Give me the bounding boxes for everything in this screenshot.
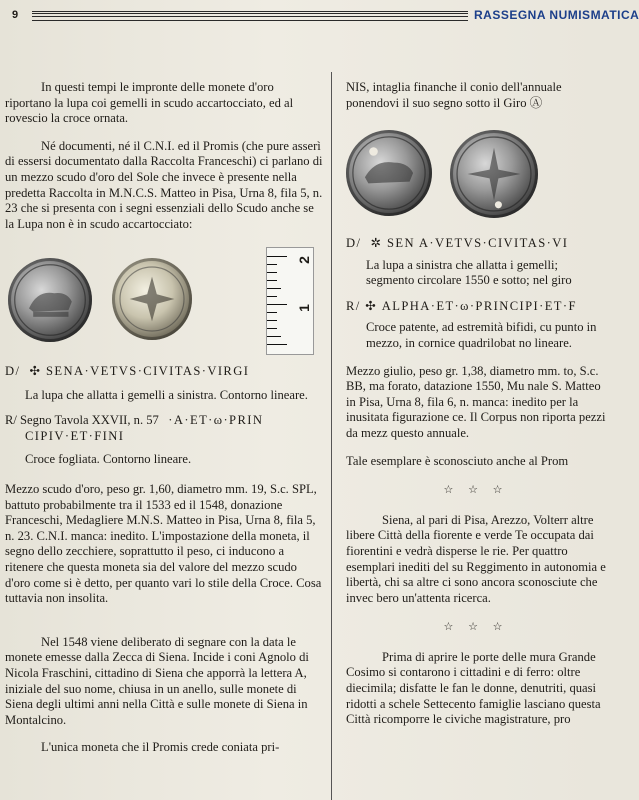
right-column-lower <box>346 236 606 728</box>
reverse-description: Croce patente, ad estremità bifidi, cu punto in mezzo, in cornice quadrilobat no lineare. <box>366 320 597 350</box>
obverse-legend <box>5 364 323 380</box>
coin-reverse-image <box>450 130 538 218</box>
star-mark-icon: ✲ <box>370 236 383 250</box>
reverse-prefix: R/ <box>346 298 361 313</box>
paragraph: Prima di aprire le porte delle mura Grande Cosimo si contarono i cittadini e di ferro: oltre diecimila; disfatte le fan le donne, denutriti, quasi ridotti a schele Settecento famiglie lasciano questa Città ricomporre le civiche magistrature, pro <box>346 649 601 727</box>
coin-obverse-image <box>346 130 432 216</box>
paragraph: Mezzo scudo d'oro, peso gr. 1,60, diametro mm. 19, S.c. SPL, battuto probabilmente tra il 1533 ed il 1548, donazione Franceschi, Medagliere M.N.S. Matteo in Pisa, Urna 8, fila 5, n. 23. C.N.I. manca: inedito. L'impostazione della moneta, il segno dello zecchiere, soprattutto il peso, ci inducono a ritenere che questa moneta sia del valore del mezzo scudo d'oro come si è detto, per quanto vari lo stile della Croce. Cosa tuttavia non insolita. <box>5 481 322 606</box>
page-number: 9 <box>12 9 19 21</box>
reverse-legend-continued: CIPIV·ET·FINI <box>25 428 125 443</box>
paragraph: L'unica moneta che il Promis crede coniata pri- <box>41 740 280 755</box>
section-separator: ☆ ☆ ☆ <box>443 484 509 497</box>
obverse-legend <box>346 236 606 252</box>
left-column <box>5 80 323 232</box>
paragraph: Mezzo giulio, peso gr. 1,38, diametro mm. to, S.c. BB, ma forato, datazione 1550, Mu nale S. Matteo in Pisa, Urna 8, fila 6, n. manca: inedito per la inusitata figurazione ce. Il Corpus non riporta pezzi da mezz questo annuale. <box>346 363 606 440</box>
measuring-ruler <box>266 247 314 355</box>
cross-icon: ✣ <box>29 364 42 378</box>
left-column-lower <box>5 364 323 756</box>
obverse-prefix: D/ <box>5 364 21 378</box>
journal-title: RASSEGNA NUMISMATICA <box>474 8 639 22</box>
ruler-label: 2 <box>296 256 313 264</box>
coin-obverse-image <box>8 258 92 342</box>
paragraph: Nel 1548 viene deliberato di segnare con la data le monete emesse dalla Zecca di Siena. Incide i coni Agnolo di Nicola Fraschini, cittadino di Siena che apporrà la lettera A, iniziale del suo nome, chiusa in un anello, sulle monete di Siena degli ultimi anni nella Città e sulle monete di Siena in Montalcino. <box>5 634 309 727</box>
reverse-prefix: R/ Segno Tavola XXVII, n. 57 <box>5 413 159 428</box>
reverse-legend <box>346 299 606 315</box>
column-divider <box>331 72 332 800</box>
section-separator: ☆ ☆ ☆ <box>443 621 509 634</box>
obverse-prefix: D/ <box>346 236 362 250</box>
cross-icon: ✣ <box>365 298 378 313</box>
obverse-description: La lupa che allatta i gemelli a sinistra. Contorno lineare. <box>25 387 308 402</box>
obverse-legend-text: SENA·VETVS·CIVITAS·VIRGI <box>46 364 250 378</box>
reverse-legend-text: ·A·ET·ω·PRIN <box>168 413 264 428</box>
coin-reverse-image <box>112 258 192 340</box>
ruler-label: 1 <box>296 304 313 312</box>
header-rule <box>32 20 468 21</box>
paragraph: NIS, intaglia finanche il conio dell'annuale ponendovi il suo segno sotto il Giro Ⓐ <box>346 80 562 110</box>
obverse-legend-text: SEN A·VETVS·CIVITAS·VI <box>387 236 569 250</box>
reverse-legend <box>5 413 323 429</box>
reverse-legend-text: ALPHA·ET·ω·PRINCIPI·ET·F <box>381 298 577 313</box>
right-column <box>346 80 606 111</box>
paragraph: Né documenti, né il C.N.I. ed il Promis (che pure asserì di essersi documentato dalla Raccolta Franceschi) ci parlano di un mezzo scudo d'oro del Sole che invece è presente nella predetta Raccolta in M.N.C.S. Matteo in Pisa, Urna 8, fila 5, n. 23 che si presenta con i segni essenziali dello Scudo anche se la Lupa non è in scudo accartocciato: <box>5 138 323 231</box>
obverse-description: La lupa a sinistra che allatta i gemelli; segmento circolare 1550 e sotto; nel giro <box>366 257 572 288</box>
reverse-description: Croce fogliata. Contorno lineare. <box>25 452 192 467</box>
paragraph: Tale esemplare è sconosciuto anche al Prom <box>346 453 569 468</box>
paragraph: In questi tempi le impronte delle monete d'oro riportano la lupa coi gemelli in scudo accartocciato, ed al rovescio la croce ornata. <box>5 80 294 126</box>
header-rule <box>32 16 468 17</box>
header-rule <box>32 11 468 14</box>
paragraph: Siena, al pari di Pisa, Arezzo, Volterr altre libere Città della fiorente e verde Te occupata dai fiorentini e vedrà disperse le rie. Per quattro esemplari inediti del su Reggimento in autonomia e libertà, chi sa altre ci sono ancora sconosciute che invec bero un'attenta ricerca. <box>346 512 606 605</box>
